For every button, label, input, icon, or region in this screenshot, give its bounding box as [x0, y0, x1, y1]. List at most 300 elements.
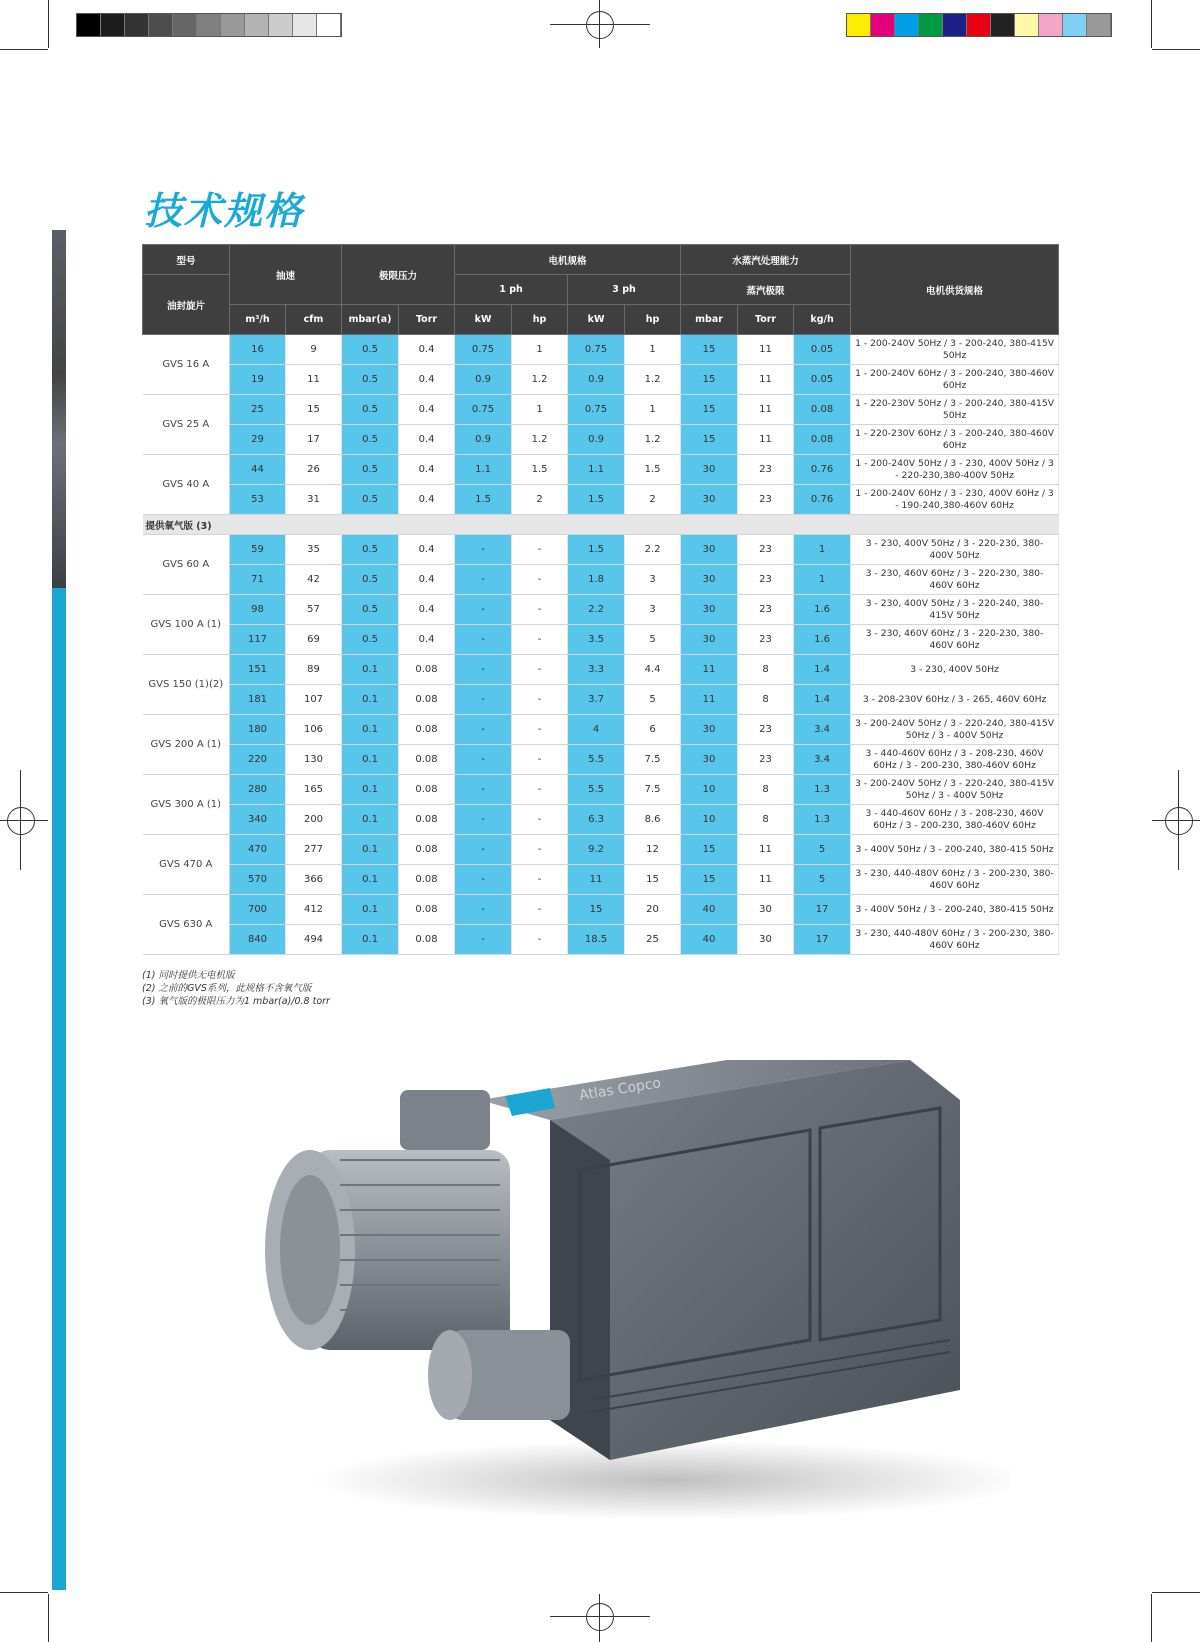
- spec-cell: 0.08: [399, 835, 455, 865]
- spec-cell: 23: [738, 485, 794, 515]
- spec-cell: -: [512, 715, 568, 745]
- spec-cell: -: [455, 625, 512, 655]
- spec-cell: 0.08: [399, 865, 455, 895]
- spec-cell: 0.1: [342, 655, 399, 685]
- spec-cell: 30: [681, 625, 738, 655]
- crop-mark: [0, 49, 48, 50]
- spec-cell: 6.3: [568, 805, 625, 835]
- spec-cell: -: [455, 805, 512, 835]
- model-name: GVS 100 A (1): [143, 595, 230, 655]
- spec-cell: 11: [681, 685, 738, 715]
- spec-cell: 840: [230, 925, 286, 955]
- spec-cell: -: [512, 625, 568, 655]
- spec-cell: 15: [681, 865, 738, 895]
- spec-cell: 71: [230, 565, 286, 595]
- spec-cell: 25: [230, 395, 286, 425]
- spec-cell: 1: [625, 335, 681, 365]
- spec-cell: 470: [230, 835, 286, 865]
- header-unit: hp: [512, 305, 568, 335]
- spec-cell: 11: [738, 395, 794, 425]
- spec-cell: 3.4: [794, 715, 851, 745]
- spec-cell: -: [455, 655, 512, 685]
- spec-cell: 17: [286, 425, 342, 455]
- spec-cell: -: [455, 715, 512, 745]
- spec-cell: 412: [286, 895, 342, 925]
- supply-cell: 3 - 208-230V 60Hz / 3 - 265, 460V 60Hz: [851, 685, 1059, 715]
- spec-cell: -: [512, 775, 568, 805]
- spec-cell: 23: [738, 745, 794, 775]
- supply-cell: 3 - 440-460V 60Hz / 3 - 208-230, 460V 60Hz / 3 - 200-230, 380-460V 60Hz: [851, 745, 1059, 775]
- spec-cell: 18.5: [568, 925, 625, 955]
- supply-cell: 3 - 200-240V 50Hz / 3 - 220-240, 380-415V 50Hz / 3 - 400V 50Hz: [851, 715, 1059, 745]
- spec-cell: 11: [738, 365, 794, 395]
- crop-mark: [48, 1594, 49, 1642]
- spec-cell: 1: [794, 535, 851, 565]
- spec-cell: -: [512, 685, 568, 715]
- crop-mark: [1152, 49, 1200, 50]
- supply-cell: 1 - 220-230V 60Hz / 3 - 200-240, 380-460V 60Hz: [851, 425, 1059, 455]
- spec-cell: 1.4: [794, 655, 851, 685]
- spec-cell: 0.1: [342, 715, 399, 745]
- spec-cell: 11: [738, 425, 794, 455]
- spec-cell: -: [512, 895, 568, 925]
- spec-cell: 17: [794, 895, 851, 925]
- spec-cell: 0.08: [399, 805, 455, 835]
- spec-cell: 4: [568, 715, 625, 745]
- spec-cell: 0.5: [342, 595, 399, 625]
- supply-cell: 3 - 230, 460V 60Hz / 3 - 220-230, 380-460V 60Hz: [851, 565, 1059, 595]
- spec-cell: -: [512, 835, 568, 865]
- spec-cell: 200: [286, 805, 342, 835]
- spec-cell: 3: [625, 595, 681, 625]
- spec-cell: 0.4: [399, 625, 455, 655]
- spec-cell: 30: [681, 715, 738, 745]
- supply-cell: 1 - 220-230V 50Hz / 3 - 200-240, 380-415V 50Hz: [851, 395, 1059, 425]
- spec-cell: 12: [625, 835, 681, 865]
- spec-cell: 0.5: [342, 535, 399, 565]
- table-row: [143, 685, 1059, 715]
- table-row: [143, 625, 1059, 655]
- header-unit: hp: [625, 305, 681, 335]
- table-row: [143, 395, 1059, 425]
- spec-cell: 17: [794, 925, 851, 955]
- crop-mark: [48, 0, 49, 48]
- model-name: GVS 200 A (1): [143, 715, 230, 775]
- spec-cell: 0.75: [568, 335, 625, 365]
- header-unit: kg/h: [794, 305, 851, 335]
- spec-cell: 0.76: [794, 455, 851, 485]
- supply-cell: 3 - 400V 50Hz / 3 - 200-240, 380-415 50Hz: [851, 835, 1059, 865]
- spec-cell: 0.1: [342, 685, 399, 715]
- supply-cell: 3 - 230, 460V 60Hz / 3 - 220-230, 380-460V 60Hz: [851, 625, 1059, 655]
- spec-cell: -: [455, 535, 512, 565]
- header-1ph: 1 ph: [455, 275, 568, 305]
- spec-cell: 15: [681, 335, 738, 365]
- section-label: 提供氧气版 (3): [143, 515, 1059, 535]
- spec-cell: 1.2: [625, 425, 681, 455]
- spec-cell: 15: [286, 395, 342, 425]
- supply-cell: 3 - 440-460V 60Hz / 3 - 208-230, 460V 60Hz / 3 - 200-230, 380-460V 60Hz: [851, 805, 1059, 835]
- spec-cell: 106: [286, 715, 342, 745]
- spec-cell: 30: [681, 745, 738, 775]
- spec-cell: 35: [286, 535, 342, 565]
- spec-cell: -: [512, 925, 568, 955]
- spec-cell: 107: [286, 685, 342, 715]
- spec-cell: 0.75: [568, 395, 625, 425]
- spec-cell: -: [512, 865, 568, 895]
- table-row: [143, 775, 1059, 805]
- table-row: [143, 925, 1059, 955]
- spec-cell: 57: [286, 595, 342, 625]
- spec-cell: -: [512, 805, 568, 835]
- spec-cell: 5: [625, 625, 681, 655]
- spec-cell: 30: [738, 925, 794, 955]
- left-photo-strip: [52, 230, 66, 588]
- spec-cell: 180: [230, 715, 286, 745]
- spec-cell: -: [512, 565, 568, 595]
- spec-cell: 0.4: [399, 565, 455, 595]
- spec-cell: 1.3: [794, 775, 851, 805]
- spec-cell: 9.2: [568, 835, 625, 865]
- header-unit: mbar(a): [342, 305, 399, 335]
- spec-cell: 0.08: [794, 425, 851, 455]
- spec-cell: -: [512, 595, 568, 625]
- spec-cell: 23: [738, 595, 794, 625]
- spec-cell: 26: [286, 455, 342, 485]
- spec-cell: 3.7: [568, 685, 625, 715]
- spec-cell: 280: [230, 775, 286, 805]
- header-ultimate-pressure: 极限压力: [342, 245, 455, 305]
- spec-cell: 0.08: [399, 895, 455, 925]
- spec-cell: 10: [681, 775, 738, 805]
- spec-cell: 15: [568, 895, 625, 925]
- spec-cell: 30: [681, 485, 738, 515]
- spec-cell: 0.1: [342, 925, 399, 955]
- spec-cell: 5.5: [568, 745, 625, 775]
- spec-cell: 1.1: [455, 455, 512, 485]
- header-3ph: 3 ph: [568, 275, 681, 305]
- spec-cell: 1: [625, 395, 681, 425]
- spec-cell: 0.08: [399, 745, 455, 775]
- spec-cell: 0.75: [455, 335, 512, 365]
- spec-cell: 0.4: [399, 535, 455, 565]
- footnotes: [142, 969, 330, 1008]
- table-row: [143, 485, 1059, 515]
- spec-cell: 1: [794, 565, 851, 595]
- header-pumping-speed: 抽速: [230, 245, 342, 305]
- spec-cell: 700: [230, 895, 286, 925]
- supply-cell: 3 - 400V 50Hz / 3 - 200-240, 380-415 50Hz: [851, 895, 1059, 925]
- spec-cell: 5: [794, 835, 851, 865]
- header-unit: Torr: [399, 305, 455, 335]
- spec-cell: 1.2: [625, 365, 681, 395]
- header-unit: kW: [568, 305, 625, 335]
- spec-cell: 0.1: [342, 865, 399, 895]
- spec-cell: 0.05: [794, 335, 851, 365]
- spec-cell: -: [455, 775, 512, 805]
- spec-cell: 19: [230, 365, 286, 395]
- supply-cell: 1 - 200-240V 60Hz / 3 - 230, 400V 60Hz / 3 - 190-240,380-460V 60Hz: [851, 485, 1059, 515]
- spec-cell: 23: [738, 455, 794, 485]
- header-motor: 电机规格: [455, 245, 681, 275]
- spec-cell: 181: [230, 685, 286, 715]
- crop-mark: [1152, 1592, 1200, 1593]
- spec-cell: 31: [286, 485, 342, 515]
- spec-cell: 0.4: [399, 335, 455, 365]
- spec-cell: 11: [738, 335, 794, 365]
- spec-cell: 15: [625, 865, 681, 895]
- header-vapor-capacity: 水蒸汽处理能力: [681, 245, 851, 275]
- spec-cell: 340: [230, 805, 286, 835]
- header-unit: kW: [455, 305, 512, 335]
- spec-cell: 0.08: [399, 655, 455, 685]
- header-vapor-limit: 蒸汽极限: [681, 275, 851, 305]
- spec-cell: 8: [738, 685, 794, 715]
- spec-cell: 0.9: [568, 365, 625, 395]
- spec-cell: 0.5: [342, 485, 399, 515]
- table-row: [143, 715, 1059, 745]
- spec-cell: 29: [230, 425, 286, 455]
- spec-cell: 89: [286, 655, 342, 685]
- spec-cell: 42: [286, 565, 342, 595]
- table-row: [143, 895, 1059, 925]
- header-unit: cfm: [286, 305, 342, 335]
- spec-cell: -: [455, 865, 512, 895]
- spec-cell: -: [455, 685, 512, 715]
- header-unit: Torr: [738, 305, 794, 335]
- spec-cell: 570: [230, 865, 286, 895]
- header-series: 油封旋片: [143, 275, 230, 335]
- spec-cell: 1.2: [512, 365, 568, 395]
- footnote-2: (2) 之前的GVS系列，此规格不含氧气版: [142, 983, 312, 994]
- spec-cell: -: [455, 895, 512, 925]
- model-name: GVS 470 A: [143, 835, 230, 895]
- crop-mark: [1151, 1594, 1152, 1642]
- spec-cell: 1.5: [455, 485, 512, 515]
- spec-cell: 30: [681, 565, 738, 595]
- spec-cell: 0.5: [342, 625, 399, 655]
- table-row: [143, 365, 1059, 395]
- spec-cell: 11: [738, 835, 794, 865]
- spec-cell: 11: [681, 655, 738, 685]
- spec-cell: 53: [230, 485, 286, 515]
- spec-cell: 11: [568, 865, 625, 895]
- supply-cell: 3 - 230, 400V 50Hz / 3 - 220-240, 380-415V 50Hz: [851, 595, 1059, 625]
- header-motor-supply: 电机供货规格: [851, 245, 1059, 335]
- spec-cell: 15: [681, 835, 738, 865]
- spec-cell: -: [455, 835, 512, 865]
- footnote-1: (1) 同时提供无电机版: [142, 970, 235, 981]
- crop-mark: [1151, 0, 1152, 48]
- spec-cell: 1.5: [625, 455, 681, 485]
- spec-cell: -: [512, 535, 568, 565]
- supply-cell: 3 - 230, 400V 50Hz: [851, 655, 1059, 685]
- process-color-bar: [846, 13, 1112, 37]
- spec-cell: 151: [230, 655, 286, 685]
- spec-cell: 0.5: [342, 455, 399, 485]
- supply-cell: 3 - 230, 400V 50Hz / 3 - 220-230, 380-400V 50Hz: [851, 535, 1059, 565]
- spec-cell: 0.4: [399, 455, 455, 485]
- spec-cell: 15: [681, 395, 738, 425]
- spec-cell: 2.2: [568, 595, 625, 625]
- spec-cell: 3.5: [568, 625, 625, 655]
- supply-cell: 3 - 230, 440-480V 60Hz / 3 - 200-230, 380-460V 60Hz: [851, 865, 1059, 895]
- spec-cell: 0.1: [342, 775, 399, 805]
- spec-cell: 0.4: [399, 485, 455, 515]
- spec-cell: 0.08: [399, 925, 455, 955]
- spec-cell: 1.1: [568, 455, 625, 485]
- spec-cell: 7.5: [625, 745, 681, 775]
- spec-cell: 8: [738, 775, 794, 805]
- spec-cell: 0.1: [342, 835, 399, 865]
- spec-cell: 117: [230, 625, 286, 655]
- vacuum-pump-illustration: [250, 1060, 1010, 1530]
- supply-cell: 1 - 200-240V 50Hz / 3 - 230, 400V 50Hz / 3 - 220-230,380-400V 50Hz: [851, 455, 1059, 485]
- spec-cell: 0.1: [342, 895, 399, 925]
- header-model: 型号: [143, 245, 230, 275]
- model-name: GVS 16 A: [143, 335, 230, 395]
- spec-cell: 20: [625, 895, 681, 925]
- supply-cell: 1 - 200-240V 60Hz / 3 - 200-240, 380-460V 60Hz: [851, 365, 1059, 395]
- model-name: GVS 150 (1)(2): [143, 655, 230, 715]
- spec-cell: 30: [681, 535, 738, 565]
- spec-cell: 16: [230, 335, 286, 365]
- brand-logo: Atlas Copco: [578, 1075, 663, 1104]
- spec-cell: 220: [230, 745, 286, 775]
- model-name: GVS 630 A: [143, 895, 230, 955]
- spec-cell: 0.08: [399, 715, 455, 745]
- spec-cell: 0.4: [399, 395, 455, 425]
- table-row: [143, 595, 1059, 625]
- spec-cell: 0.5: [342, 425, 399, 455]
- spec-cell: 1.3: [794, 805, 851, 835]
- left-accent-bar: [52, 588, 66, 1590]
- spec-cell: 40: [681, 895, 738, 925]
- spec-cell: 7.5: [625, 775, 681, 805]
- spec-cell: 11: [738, 865, 794, 895]
- spec-cell: 3.4: [794, 745, 851, 775]
- spec-cell: 366: [286, 865, 342, 895]
- crop-mark: [0, 1592, 48, 1593]
- table-row: [143, 655, 1059, 685]
- spec-cell: 8: [738, 655, 794, 685]
- spec-cell: 44: [230, 455, 286, 485]
- grayscale-color-bar: [76, 13, 342, 37]
- spec-cell: 0.4: [399, 365, 455, 395]
- model-name: GVS 40 A: [143, 455, 230, 515]
- spec-cell: 30: [681, 595, 738, 625]
- spec-cell: 1.5: [568, 485, 625, 515]
- table-row: [143, 865, 1059, 895]
- table-row: [143, 565, 1059, 595]
- spec-cell: 8: [738, 805, 794, 835]
- spec-cell: 25: [625, 925, 681, 955]
- spec-cell: 0.08: [794, 395, 851, 425]
- supply-cell: 3 - 230, 440-480V 60Hz / 3 - 200-230, 380-460V 60Hz: [851, 925, 1059, 955]
- spec-cell: 98: [230, 595, 286, 625]
- footnote-3: (3) 氧气版的极限压力为1 mbar(a)/0.8 torr: [142, 996, 330, 1007]
- table-row: [143, 535, 1059, 565]
- spec-cell: 69: [286, 625, 342, 655]
- page-title: 技术规格: [144, 189, 305, 233]
- spec-cell: 0.05: [794, 365, 851, 395]
- spec-cell: 9: [286, 335, 342, 365]
- model-name: GVS 60 A: [143, 535, 230, 595]
- spec-cell: 1.8: [568, 565, 625, 595]
- spec-cell: -: [455, 745, 512, 775]
- spec-cell: 0.75: [455, 395, 512, 425]
- spec-cell: -: [455, 565, 512, 595]
- spec-cell: 0.5: [342, 395, 399, 425]
- supply-cell: 3 - 200-240V 50Hz / 3 - 220-240, 380-415V 50Hz / 3 - 400V 50Hz: [851, 775, 1059, 805]
- spec-cell: 0.08: [399, 685, 455, 715]
- spec-cell: 0.76: [794, 485, 851, 515]
- spec-cell: 11: [286, 365, 342, 395]
- spec-cell: 130: [286, 745, 342, 775]
- spec-table: [142, 244, 1059, 955]
- section-row: [143, 515, 1059, 535]
- spec-cell: 277: [286, 835, 342, 865]
- spec-cell: 1.5: [568, 535, 625, 565]
- table-row: [143, 335, 1059, 365]
- spec-cell: 0.9: [568, 425, 625, 455]
- spec-cell: 4.4: [625, 655, 681, 685]
- model-name: GVS 300 A (1): [143, 775, 230, 835]
- spec-cell: 30: [681, 455, 738, 485]
- spec-cell: 0.9: [455, 425, 512, 455]
- spec-cell: 0.1: [342, 745, 399, 775]
- header-unit: m³/h: [230, 305, 286, 335]
- table-row: [143, 455, 1059, 485]
- spec-cell: 1.6: [794, 595, 851, 625]
- spec-cell: 1: [512, 335, 568, 365]
- spec-cell: -: [455, 595, 512, 625]
- spec-cell: 1.6: [794, 625, 851, 655]
- spec-cell: -: [455, 925, 512, 955]
- spec-cell: 30: [738, 895, 794, 925]
- model-name: GVS 25 A: [143, 395, 230, 455]
- spec-cell: 165: [286, 775, 342, 805]
- spec-cell: 2: [512, 485, 568, 515]
- spec-cell: 0.9: [455, 365, 512, 395]
- table-row: [143, 835, 1059, 865]
- spec-cell: 23: [738, 625, 794, 655]
- spec-cell: 1.2: [512, 425, 568, 455]
- spec-cell: 0.08: [399, 775, 455, 805]
- spec-cell: 59: [230, 535, 286, 565]
- spec-cell: 494: [286, 925, 342, 955]
- spec-cell: 5: [794, 865, 851, 895]
- table-row: [143, 745, 1059, 775]
- spec-cell: 2.2: [625, 535, 681, 565]
- spec-cell: 6: [625, 715, 681, 745]
- spec-cell: 2: [625, 485, 681, 515]
- spec-cell: 10: [681, 805, 738, 835]
- spec-cell: 0.4: [399, 595, 455, 625]
- spec-cell: 0.5: [342, 335, 399, 365]
- spec-cell: 5.5: [568, 775, 625, 805]
- spec-cell: 0.1: [342, 805, 399, 835]
- spec-cell: 40: [681, 925, 738, 955]
- header-unit: mbar: [681, 305, 738, 335]
- spec-cell: 15: [681, 425, 738, 455]
- spec-cell: 15: [681, 365, 738, 395]
- spec-cell: 3.3: [568, 655, 625, 685]
- spec-cell: 1: [512, 395, 568, 425]
- spec-cell: -: [512, 655, 568, 685]
- spec-cell: 5: [625, 685, 681, 715]
- spec-cell: 0.5: [342, 365, 399, 395]
